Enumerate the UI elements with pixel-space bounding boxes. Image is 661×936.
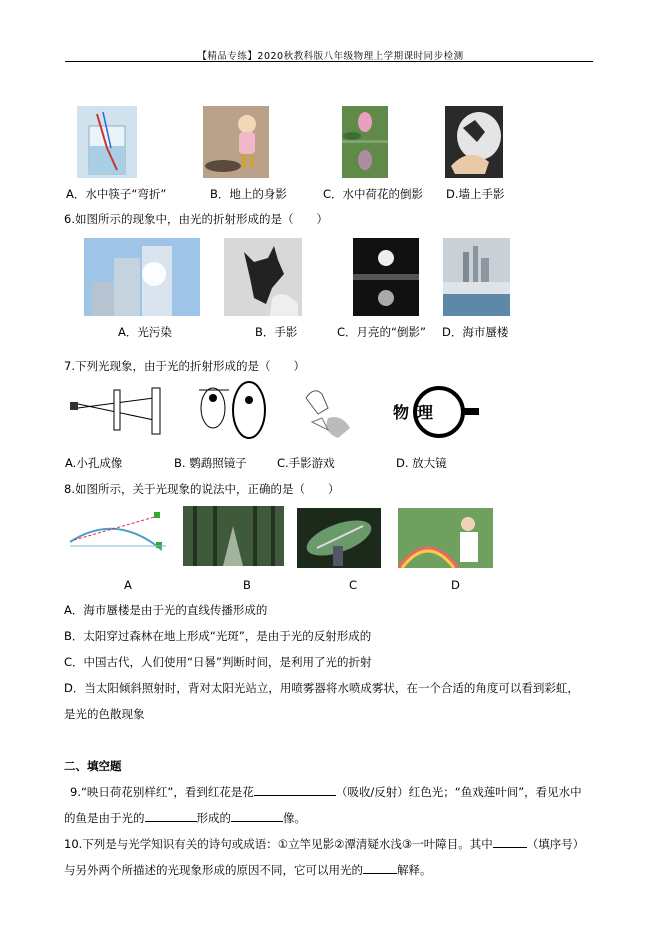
q9-text-2: （吸收/反射）红色光；“鱼戏莲叶间”，看见水中 [335, 785, 582, 799]
parrot-mirror-image [193, 380, 268, 442]
q8-option-d-continued: 是光的色散现象 [64, 707, 145, 721]
magnifier-image [385, 382, 481, 442]
q6-stem: 6.如图所示的现象中，由光的折射形成的是（ ） [64, 212, 328, 226]
q9-text-3: 的鱼是由于光的 [64, 811, 145, 825]
q10-text-3: 与另外两个所描述的光现象形成的原因不同，它可以用光的 [64, 863, 363, 877]
q9-text-1: 9.“映日荷花别样红”，看到红花是花 [70, 785, 254, 799]
q5-option-d: D.墙上手影 [446, 187, 505, 201]
sundial-image [297, 508, 381, 568]
q8-option-d: D．当太阳倾斜照射时，背对太阳光站立，用喷雾器将水喷成雾状，在一个合适的角度可以看到彩虹， [64, 681, 579, 695]
pinhole-image [66, 380, 164, 440]
q9-text-4: 形成的 [196, 811, 231, 825]
q6-option-d: D．海市蜃楼 [442, 325, 509, 339]
q10-line-2 [64, 862, 432, 878]
q5-option-a: A．水中筷子“弯折” [66, 187, 167, 201]
q7-option-b: B. 鹦鹉照镜子 [174, 456, 247, 470]
rainbow-spray-image [398, 508, 493, 568]
q7-option-a: A.小孔成像 [65, 456, 123, 470]
child-shadow-image [203, 106, 269, 178]
q7-option-d: D. 放大镜 [396, 456, 447, 470]
hand-shadow-game-image [298, 378, 360, 444]
magnifier-text: 物理 [393, 403, 442, 422]
q8-option-b: B．太阳穿过森林在地上形成“光斑”，是由于光的反射形成的 [64, 629, 372, 643]
mirage-diagram-image [66, 506, 170, 566]
hand-shadow-image [445, 106, 503, 178]
q8-fig-label-d: D [451, 578, 460, 592]
forest-light-image [183, 506, 284, 566]
header-rule [65, 61, 593, 62]
q8-option-a: A．海市蜃楼是由于光的直线传播形成的 [64, 603, 268, 617]
q10-blank-2[interactable] [363, 873, 397, 874]
q10-text-4: 解释。 [397, 863, 432, 877]
mirage-image [443, 238, 510, 316]
q10-text-1: 10.下列是与光学知识有关的诗句或成语：①立竿见影②潭清疑水浅③一叶障目。其中 [64, 837, 493, 851]
q9-blank-2[interactable] [145, 821, 197, 822]
q10-text-2: （填序号） [526, 837, 585, 851]
q6-option-a: A．光污染 [118, 325, 172, 339]
q5-option-b: B．地上的身影 [210, 187, 287, 201]
q8-fig-label-b: B [243, 578, 251, 592]
q6-option-c: C．月亮的“倒影” [337, 325, 426, 339]
q7-stem: 7.下列光现象，由于光的折射形成的是（ ） [64, 359, 305, 373]
q8-option-c: C．中国古代，人们使用“日晷”判断时间，是利用了光的折射 [64, 655, 372, 669]
q10-line-1 [64, 836, 584, 852]
q9-line-1 [70, 784, 582, 800]
page-header: 【精品专练】2020秋教科版八年级物理上学期课时同步检测 [197, 51, 464, 62]
q9-blank-1[interactable] [254, 795, 336, 796]
light-pollution-image [84, 238, 200, 316]
q8-fig-label-c: C [349, 578, 358, 592]
q9-line-2 [64, 810, 306, 826]
q5-option-c: C．水中荷花的倒影 [323, 187, 424, 201]
chopsticks-in-water-image [77, 106, 137, 178]
q8-fig-label-a: A [124, 578, 132, 592]
hand-shadow-deer-image [224, 238, 302, 316]
q7-option-c: C.手影游戏 [277, 456, 335, 470]
lotus-reflection-image [342, 106, 388, 178]
section-title: 二、填空题 [64, 759, 122, 773]
q6-option-b: B．手影 [255, 325, 298, 339]
q10-blank-1[interactable] [493, 847, 527, 848]
q8-stem: 8.如图所示，关于光现象的说法中，正确的是（ ） [64, 482, 340, 496]
q9-text-5: 像。 [283, 811, 306, 825]
moon-reflection-image [353, 238, 419, 316]
q9-blank-3[interactable] [231, 821, 283, 822]
